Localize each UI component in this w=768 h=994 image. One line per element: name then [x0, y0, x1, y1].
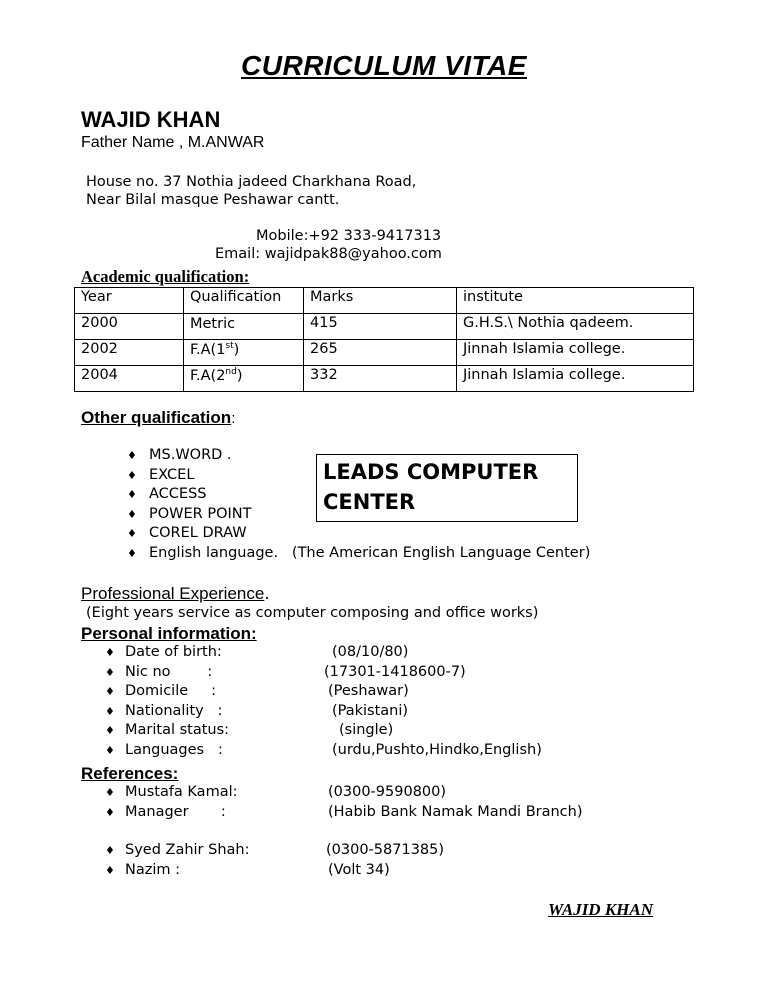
- table-row: [75, 340, 694, 366]
- diamond-bullet-icon: ♦: [105, 863, 115, 877]
- diamond-bullet-icon: ♦: [127, 546, 137, 560]
- cell-institute: Jinnah Islamia college.: [457, 340, 694, 366]
- header-qualification: Qualification: [184, 288, 304, 314]
- cell-year: 2000: [75, 314, 184, 340]
- cell-qualification: F.A(1st): [184, 340, 304, 366]
- diamond-bullet-icon: ♦: [105, 665, 115, 679]
- diamond-bullet-icon: ♦: [127, 488, 137, 502]
- professional-heading: Professional Experience.: [81, 584, 270, 604]
- diamond-bullet-icon: ♦: [127, 468, 137, 482]
- professional-text: (Eight years service as computer composing and office works): [86, 605, 539, 621]
- cell-year: 2002: [75, 340, 184, 366]
- diamond-bullet-icon: ♦: [105, 704, 115, 718]
- cell-qualification: Metric: [184, 314, 304, 340]
- cell-institute: Jinnah Islamia college.: [457, 366, 694, 392]
- table-header-row: [75, 288, 694, 314]
- signature-name: WAJID KHAN: [548, 900, 654, 919]
- other-qualification-heading: Other qualification:: [81, 408, 236, 427]
- father-name: Father Name , M.ANWAR: [81, 134, 265, 151]
- table-row: [75, 366, 694, 392]
- document-title: CURRICULUM VITAE: [241, 50, 527, 81]
- cell-marks: 265: [304, 340, 457, 366]
- computer-center-box: [316, 454, 578, 522]
- diamond-bullet-icon: ♦: [127, 507, 137, 521]
- address-line-1: House no. 37 Nothia jadeed Charkhana Road,: [86, 174, 417, 190]
- mobile-number: Mobile:+92 333-9417313: [256, 228, 442, 244]
- computer-center-line-1: LEADS COMPUTER: [323, 460, 539, 484]
- diamond-bullet-icon: ♦: [127, 449, 137, 462]
- diamond-bullet-icon: ♦: [105, 844, 115, 857]
- email-address: Email: wajidpak88@yahoo.com: [215, 246, 442, 262]
- diamond-bullet-icon: ♦: [105, 786, 115, 799]
- cell-institute: G.H.S.\ Nothia qadeem.: [457, 314, 694, 340]
- cell-marks: 415: [304, 314, 457, 340]
- diamond-bullet-icon: ♦: [127, 527, 137, 541]
- computer-center-line-2: CENTER: [323, 490, 416, 514]
- address-line-2: Near Bilal masque Peshawar cantt.: [86, 192, 340, 208]
- personal-heading: Personal information:: [81, 624, 257, 643]
- header-institute: institute: [457, 288, 694, 314]
- table-row: [75, 314, 694, 340]
- diamond-bullet-icon: ♦: [105, 646, 115, 659]
- header-year: Year: [75, 288, 184, 314]
- header-marks: Marks: [304, 288, 457, 314]
- diamond-bullet-icon: ♦: [105, 685, 115, 699]
- cell-qualification: F.A(2nd): [184, 366, 304, 392]
- references-heading: References:: [81, 764, 179, 783]
- cell-marks: 332: [304, 366, 457, 392]
- diamond-bullet-icon: ♦: [105, 805, 115, 819]
- diamond-bullet-icon: ♦: [105, 743, 115, 757]
- cell-year: 2004: [75, 366, 184, 392]
- academic-heading: Academic qualification:: [81, 267, 250, 286]
- academic-table: [74, 287, 694, 392]
- candidate-name: WAJID KHAN: [81, 107, 221, 132]
- diamond-bullet-icon: ♦: [105, 724, 115, 738]
